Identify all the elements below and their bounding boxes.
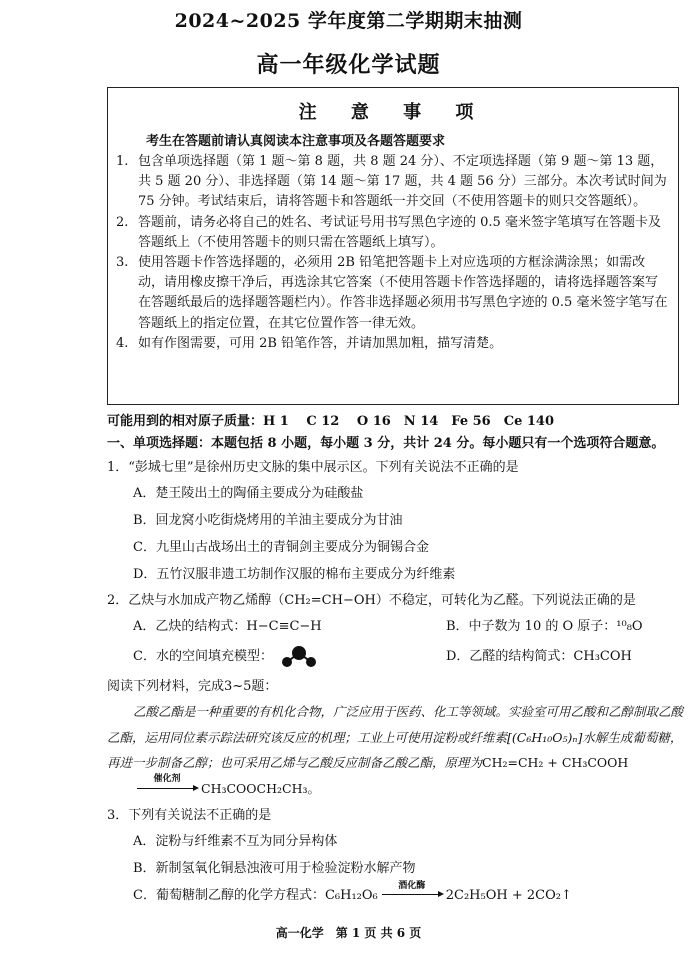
reading-intro: 阅读下列材料，完成3~5题： <box>107 679 278 694</box>
page-footer: 高一化学 第 1 页 共 6 页 <box>275 926 422 940</box>
notice-item <box>116 334 670 354</box>
reaction-arrow <box>382 894 442 895</box>
question-1-option-d: D．五竹汉服非遗工坊制作汉服的棉布主要成分为纤维素 <box>133 567 456 582</box>
question-2-option-b-text: B．中子数为 10 的 O 原子： <box>446 619 617 634</box>
notice-item-text: 如有作图需要，可用 2B 铅笔作答，并请加黑加粗，描写清楚。 <box>138 335 503 351</box>
question-2-option-c <box>133 640 446 674</box>
notice-item <box>116 213 670 253</box>
catalyst-label: 催化剂 <box>153 773 181 784</box>
notice-item-text: 包含单项选择题（第 1 题～第 8 题，共 8 题 24 分）、不定项选择题（第 9 题～第 13 题，共 5 题 20 分）、非选择题（第 14 题～第 17 题，共 4 题 56 分）三部分。本次考试时间为 75 分钟。考试结束后，请将答题卡和答题纸一并交回（不使用答题卡的则只交答题纸）。 <box>138 154 667 210</box>
question-2-options-row2 <box>133 640 687 674</box>
notice-item-number: 3. <box>116 255 129 271</box>
reaction-equation-left: CH₂=CH₂ + CH₃COOH <box>482 755 629 770</box>
notice-intro: 考生在答题前请认真阅读本注意事项及各题答题要求 <box>146 134 446 149</box>
reaction-arrow <box>137 788 197 789</box>
notice-box <box>107 87 679 405</box>
water-space-filling-model <box>277 645 321 669</box>
question-2-option-b <box>446 613 643 640</box>
notice-heading: 注 意 事 项 <box>298 102 488 123</box>
enzyme-arrow <box>382 882 442 909</box>
question-1-option-a: A．楚王陵出土的陶俑主要成分为硅酸盐 <box>133 486 364 501</box>
question-3-option-c-right: 2C₂H₅OH + 2CO₂↑ <box>445 888 572 903</box>
notice-item <box>116 253 670 334</box>
notice-item-number: 4. <box>116 335 129 351</box>
question-3-option-b: B．新制氢氧化铜悬浊液可用于检验淀粉水解产物 <box>133 861 416 876</box>
question-body <box>107 411 687 909</box>
subject-title: 高一年级化学试题 <box>256 52 441 78</box>
reading-paragraph: 乙酸乙酯是一种重要的有机化合物，广泛应用于医药、化工等领域。实验室可用乙酸和乙醇制取乙酸乙酯，运用同位素示踪法研究该反应的机理；工业上可使用淀粉或纤维素[(C₆H₁₀O₅)ₙ]水解生成葡萄糖，再进一步制备乙醇；也可采用乙烯与乙酸反应制备乙酸乙酯，原理为 <box>107 704 684 770</box>
reaction-equation-right: CH₃COOCH₂CH₃。 <box>201 780 320 796</box>
catalyst-arrow <box>111 773 197 802</box>
question-2-stem: 2．乙炔与水加成产物乙烯醇（CH₂=CH−OH）不稳定，可转化为乙醛。下列说法正确的是 <box>107 593 636 608</box>
question-1-option-c: C．九里山古战场出土的青铜剑主要成分为铜锡合金 <box>133 540 429 555</box>
notice-item <box>116 152 670 213</box>
reading-passage <box>107 699 687 801</box>
notice-item-text: 答题前，请务必将自己的姓名、考试证号用书写黑色字迹的 0.5 毫米签字笔填写在答题卡及答题纸上（不使用答题卡的则只需在答题纸上填写）。 <box>138 214 661 250</box>
question-3-option-c <box>133 882 687 909</box>
section-heading: 一、单项选择题：本题包括 8 小题，每小题 3 分，共计 24 分。每小题只有一个选项符合题意。 <box>107 436 665 451</box>
notice-item-text: 使用答题卡作答选择题的，必须用 2B 铅笔把答题卡上对应选项的方框涂满涂黑；如需改动，请用橡皮擦干净后，再选涂其它答案（不使用答题卡作答选择题的，请将选择题答案写在答题纸最后的选择题答题栏内）。作答非选择题必须用书写黑色字迹的 0.5 毫米签字笔写在答题纸上的指定位置，在其它位置作答一律无效。 <box>138 255 668 331</box>
enzyme-label: 酒化酶 <box>398 881 426 891</box>
notice-item-number: 2. <box>116 214 129 230</box>
question-2-option-a: A．乙炔的结构式：H−C≡C−H <box>133 619 322 634</box>
oxygen-isotope-symbol: ¹⁰₈O <box>616 619 643 634</box>
question-3-stem: 3．下列有关说法不正确的是 <box>107 808 272 823</box>
question-1-stem: 1．“彭城七里”是徐州历史文脉的集中展示区。下列有关说法不正确的是 <box>107 460 519 475</box>
question-1-option-b: B．回龙窝小吃街烧烤用的羊油主要成分为甘油 <box>133 513 403 528</box>
question-2-option-c-text: C．水的空间填充模型： <box>133 649 273 664</box>
question-2-options-row1 <box>133 613 687 640</box>
notice-item-number: 1. <box>116 154 129 169</box>
atomic-masses: 可能用到的相对原子质量：H 1 C 12 O 16 N 14 Fe 56 Ce 140 <box>107 414 554 429</box>
question-3-option-a: A．淀粉与纤维素不互为同分异构体 <box>133 834 338 849</box>
question-3-option-c-left: C．葡萄糖制乙醇的化学方程式：C₆H₁₂O₆ <box>133 888 378 903</box>
exam-title: 2024~2025 学年度第二学期期末抽测 <box>174 10 523 32</box>
question-2-option-d: D．乙醛的结构简式：CH₃COH <box>446 649 632 664</box>
